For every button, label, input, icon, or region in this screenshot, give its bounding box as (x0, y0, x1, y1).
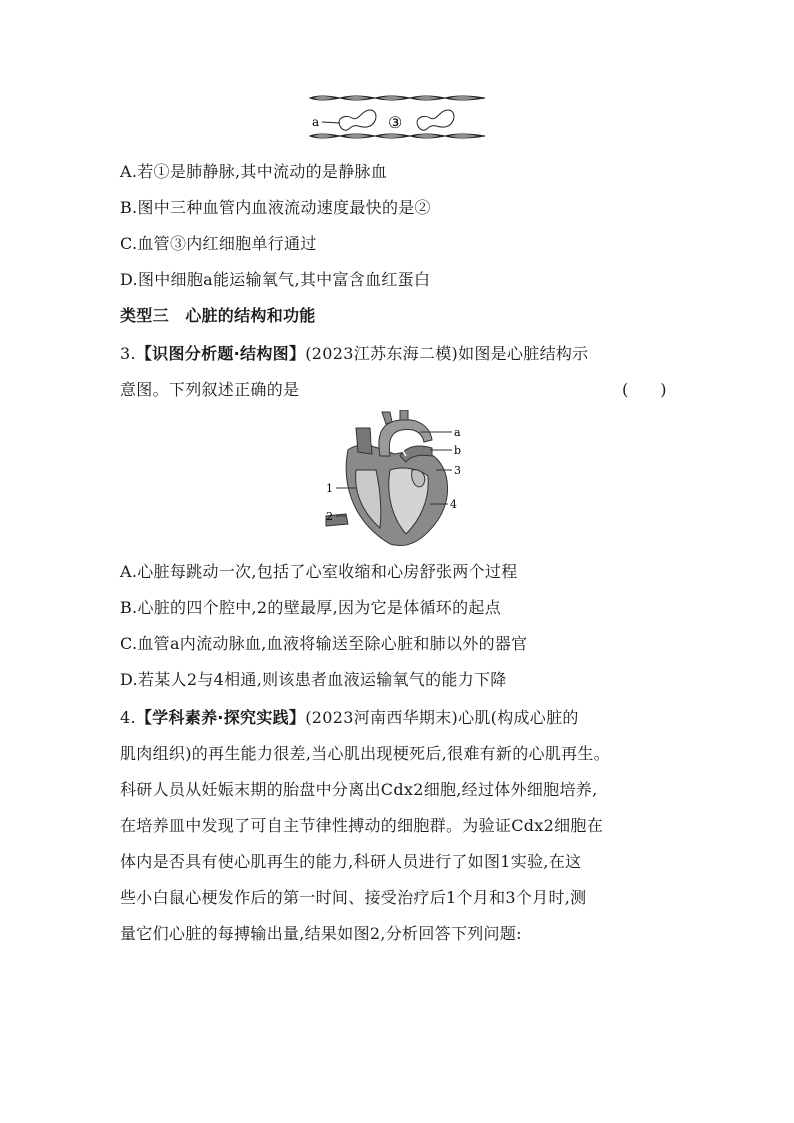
heart-figure (320, 410, 480, 550)
heart-label-3: 3 (454, 464, 461, 477)
section-title: 类型三 心脏的结构和功能 (120, 306, 316, 325)
q4-text-line2: 肌肉组织)的再生能力很差,当心肌出现梗死后,很难有新的心肌再生。 (120, 744, 611, 763)
q3-option-d: D.若某人2与4相通,则该患者血液运输氧气的能力下降 (120, 670, 507, 689)
heart-label-b: b (454, 444, 462, 457)
heart-diagram (320, 410, 480, 550)
heart-label-4: 4 (450, 498, 457, 511)
q2-option-a: A.若①是肺静脉,其中流动的是静脉血 (120, 162, 388, 181)
q4-text-line7: 量它们心脏的每搏输出量,结果如图2,分析回答下列问题: (120, 924, 522, 943)
q3-option-c: C.血管a内流动脉血,血液将输送至除心脏和肺以外的器官 (120, 634, 528, 653)
capillary-figure (300, 88, 500, 148)
q2-option-d: D.图中细胞a能运输氧气,其中富含血红蛋白 (120, 270, 431, 289)
q4-line1 (120, 708, 579, 728)
q4-text-line6: 些小白鼠心梗发作后的第一时间、接受治疗后1个月和3个月时,测 (120, 888, 587, 907)
q4-text-line5: 体内是否具有使心肌再生的能力,科研人员进行了如图1实验,在这 (120, 852, 582, 871)
q3-answer-bracket: ( ) (622, 380, 667, 399)
q3-tag: 【识图分析题·结构图】 (135, 344, 306, 363)
q3-number: 3. (120, 344, 136, 363)
q3-option-a: A.心脏每跳动一次,包括了心室收缩和心房舒张两个过程 (120, 562, 518, 581)
q4-number: 4. (120, 708, 136, 727)
q2-option-b: B.图中三种血管内血液流动速度最快的是② (120, 198, 431, 217)
q4-line1-rest: (2023河南西华期末)心肌(构成心脏的 (305, 708, 579, 727)
capillary-diagram (300, 88, 500, 148)
heart-label-1: 1 (326, 482, 333, 495)
label-vessel-3: ③ (388, 113, 403, 132)
q4-tag: 【学科素养·探究实践】 (135, 708, 306, 727)
heart-label-2: 2 (326, 510, 333, 523)
q4-text-line3: 科研人员从妊娠末期的胎盘中分离出Cdx2细胞,经过体外细胞培养, (120, 780, 598, 799)
q3-text-line1: (2023江苏东海二模)如图是心脏结构示 (305, 344, 589, 363)
q4-text-line4: 在培养皿中发现了可自主节律性搏动的细胞群。为验证Cdx2细胞在 (120, 816, 603, 835)
q3-text-line2: 意图。下列叙述正确的是 (120, 380, 300, 399)
q3-option-b: B.心脏的四个腔中,2的壁最厚,因为它是体循环的起点 (120, 598, 501, 617)
heart-label-a: a (454, 426, 461, 439)
q3-line1 (120, 344, 588, 364)
label-a: a (312, 115, 320, 129)
q2-option-c: C.血管③内红细胞单行通过 (120, 234, 317, 253)
